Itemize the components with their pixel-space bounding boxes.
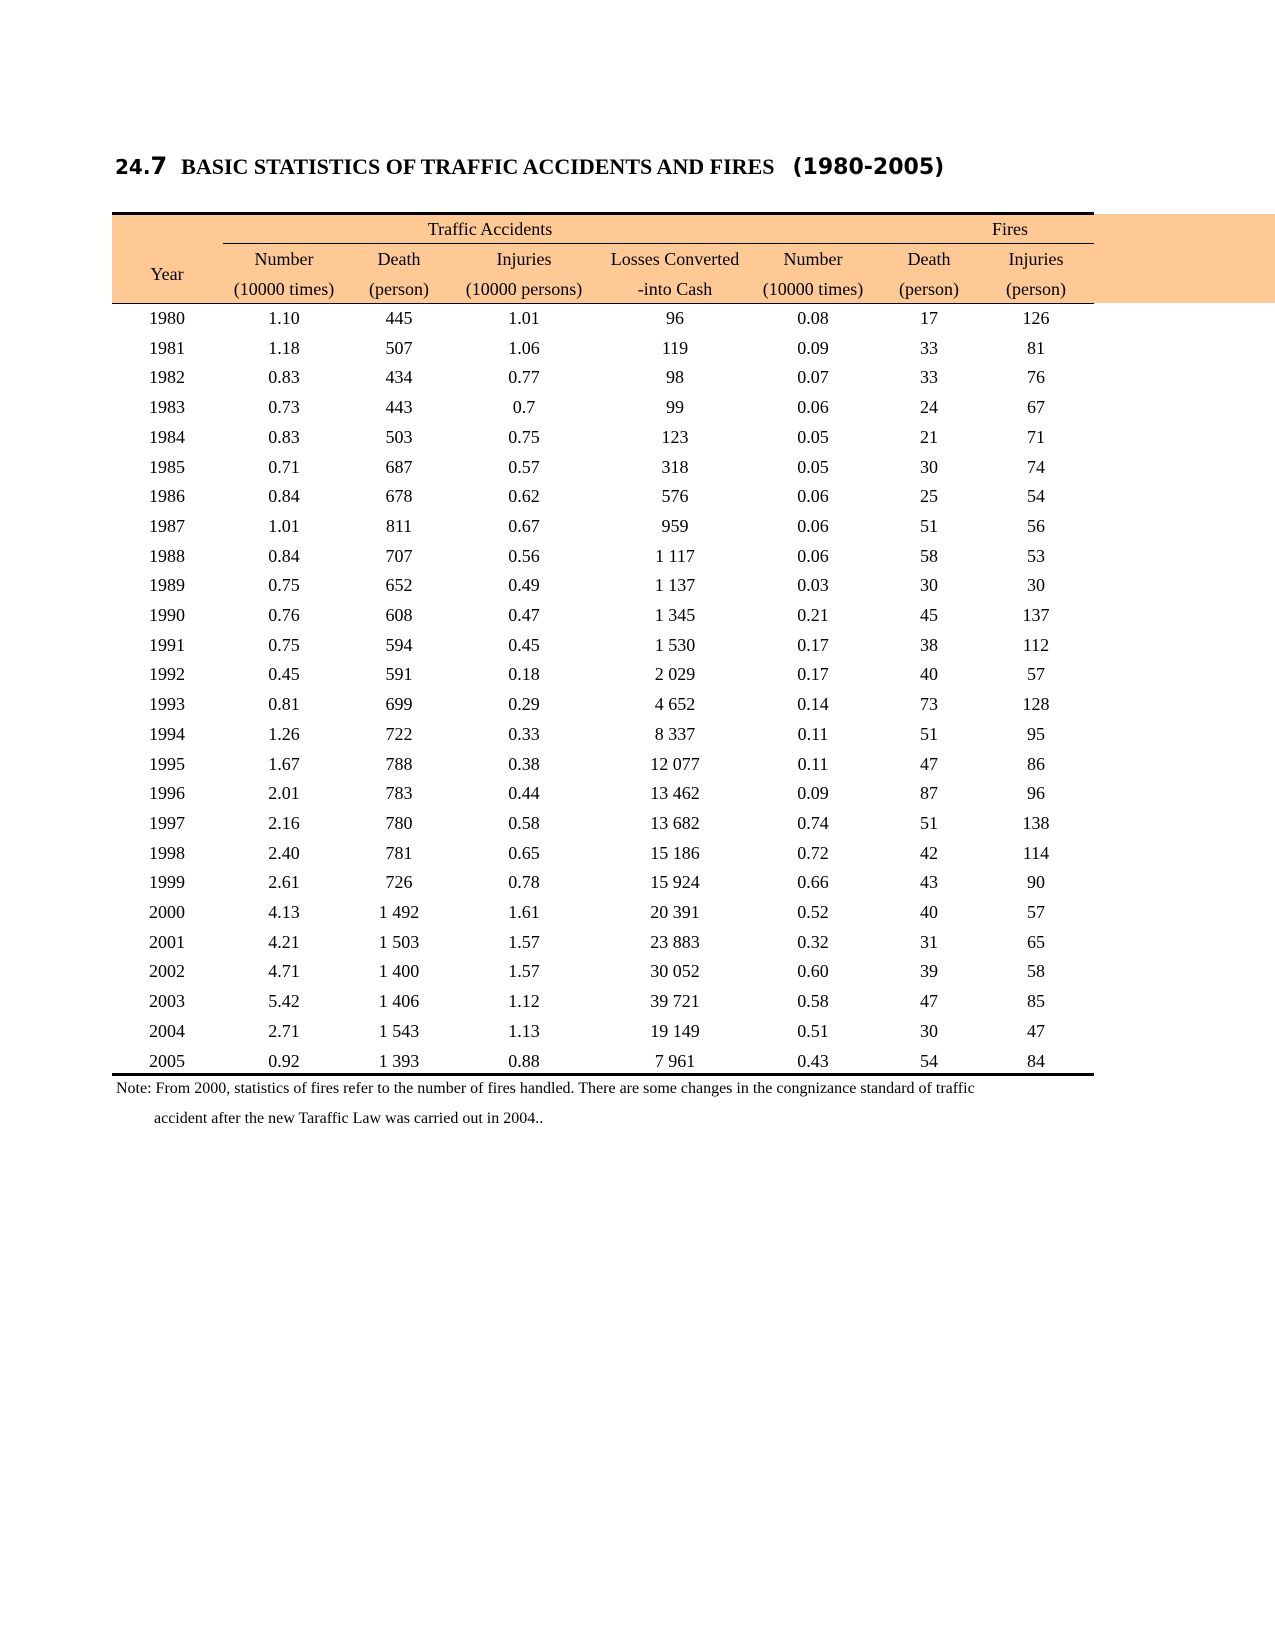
column-header-1-title: Number	[254, 249, 314, 269]
table-cell: 780	[385, 813, 413, 833]
table-cell: 74	[1027, 457, 1045, 477]
table-cell: 1 406	[378, 991, 420, 1011]
table-cell: 0.44	[508, 783, 540, 803]
table-cell: 0.78	[508, 872, 540, 892]
table-cell: 0.58	[797, 991, 829, 1011]
table-cell: 19 149	[650, 1021, 700, 1041]
table-cell: 137	[1022, 605, 1050, 625]
table-cell: 0.71	[268, 457, 300, 477]
table-cell: 0.83	[268, 367, 300, 387]
table-cell: 2 029	[654, 664, 696, 684]
table-cell: 0.52	[797, 902, 829, 922]
table-cell: 576	[661, 486, 689, 506]
table-top-rule	[112, 212, 1094, 215]
table-cell: 0.81	[268, 694, 300, 714]
table-cell: 87	[920, 783, 938, 803]
table-cell: 0.76	[268, 605, 300, 625]
table-cell: 54	[920, 1051, 938, 1071]
table-cell: 0.62	[508, 486, 540, 506]
row-year-cell: 1984	[149, 427, 185, 447]
row-year-cell: 2002	[149, 961, 185, 981]
table-cell: 2.61	[268, 872, 300, 892]
column-header-6-unit: (person)	[899, 279, 959, 299]
table-cell: 126	[1022, 308, 1050, 328]
table-cell: 51	[920, 516, 938, 536]
table-cell: 23 883	[650, 932, 700, 952]
table-cell: 1.01	[508, 308, 540, 328]
table-cell: 4.13	[268, 902, 300, 922]
table-cell: 781	[385, 843, 413, 863]
table-cell: 33	[920, 338, 938, 358]
table-cell: 58	[920, 546, 938, 566]
table-cell: 53	[1027, 546, 1045, 566]
table-cell: 0.92	[268, 1051, 300, 1071]
table-cell: 20 391	[650, 902, 700, 922]
table-cell: 0.33	[508, 724, 540, 744]
table-cell: 58	[1027, 961, 1045, 981]
row-year-cell: 1993	[149, 694, 185, 714]
table-cell: 434	[385, 367, 413, 387]
table-cell: 0.08	[797, 308, 829, 328]
row-year-cell: 2003	[149, 991, 185, 1011]
table-number	[115, 152, 168, 180]
table-cell: 0.14	[797, 694, 829, 714]
table-cell: 13 462	[650, 783, 700, 803]
table-cell: 51	[920, 813, 938, 833]
group-label-fires: Fires	[992, 219, 1028, 239]
table-cell: 71	[1027, 427, 1045, 447]
table-cell: 30	[920, 575, 938, 595]
row-year-cell: 1998	[149, 843, 185, 863]
table-cell: 4.71	[268, 961, 300, 981]
table-cell: 1 345	[654, 605, 696, 625]
row-year-cell: 1994	[149, 724, 185, 744]
table-cell: 51	[920, 724, 938, 744]
table-cell: 5.42	[268, 991, 300, 1011]
table-cell: 4 652	[654, 694, 696, 714]
table-cell: 0.84	[268, 486, 300, 506]
table-cell: 0.83	[268, 427, 300, 447]
table-cell: 39 721	[650, 991, 700, 1011]
table-cell: 0.77	[508, 367, 540, 387]
table-cell: 0.18	[508, 664, 540, 684]
table-cell: 0.74	[797, 813, 829, 833]
column-header-5-unit: (10000 times)	[762, 279, 864, 299]
table-cell: 0.56	[508, 546, 540, 566]
table-cell: 1 137	[654, 575, 696, 595]
table-cell: 15 186	[650, 843, 700, 863]
table-cell: 1.13	[508, 1021, 540, 1041]
table-number-suffix: 7	[150, 152, 168, 180]
table-cell: 1 400	[378, 961, 420, 981]
table-cell: 2.71	[268, 1021, 300, 1041]
table-cell: 0.11	[797, 724, 829, 744]
table-cell: 1.26	[268, 724, 300, 744]
table-cell: 43	[920, 872, 938, 892]
row-year-cell: 1985	[149, 457, 185, 477]
table-cell: 0.05	[797, 427, 829, 447]
column-header-3-title: Injuries	[496, 249, 552, 269]
table-cell: 788	[385, 754, 413, 774]
row-year-cell: 1990	[149, 605, 185, 625]
table-cell: 24	[920, 397, 938, 417]
column-header-2-title: Death	[377, 249, 421, 269]
table-cell: 40	[920, 902, 938, 922]
table-cell: 0.43	[797, 1051, 829, 1071]
table-cell: 0.45	[268, 664, 300, 684]
row-year-cell: 1983	[149, 397, 185, 417]
table-cell: 119	[661, 338, 689, 358]
table-cell: 81	[1027, 338, 1045, 358]
row-year-cell: 1987	[149, 516, 185, 536]
table-cell: 0.17	[797, 635, 829, 655]
table-cell: 0.75	[508, 427, 540, 447]
table-cell: 0.21	[797, 605, 829, 625]
table-cell: 138	[1022, 813, 1050, 833]
table-cell: 33	[920, 367, 938, 387]
column-header-year: Year	[150, 264, 184, 284]
title-years: (1980-2005)	[792, 155, 945, 180]
table-cell: 0.47	[508, 605, 540, 625]
table-cell: 57	[1027, 902, 1045, 922]
column-header-7-title: Injuries	[1008, 249, 1064, 269]
column-header-1-unit: (10000 times)	[233, 279, 335, 299]
table-cell: 1.06	[508, 338, 540, 358]
table-cell: 0.17	[797, 664, 829, 684]
column-header-4-unit: -into Cash	[637, 279, 713, 299]
table-cell: 2.01	[268, 783, 300, 803]
table-cell: 591	[385, 664, 413, 684]
table-cell: 7 961	[654, 1051, 696, 1071]
table-cell: 65	[1027, 932, 1045, 952]
table-cell: 1.67	[268, 754, 300, 774]
table-cell: 114	[1022, 843, 1050, 863]
table-cell: 1.12	[508, 991, 540, 1011]
table-cell: 67	[1027, 397, 1045, 417]
table-cell: 445	[385, 308, 413, 328]
table-cell: 30 052	[650, 961, 700, 981]
table-cell: 56	[1027, 516, 1045, 536]
table-note-line-1: Note: From 2000, statistics of fires refer to the number of fires handled. There are some changes in the congnizance standard of traffic	[116, 1080, 975, 1097]
table-cell: 503	[385, 427, 413, 447]
table-cell: 608	[385, 605, 413, 625]
table-cell: 96	[666, 308, 684, 328]
table-cell: 39	[920, 961, 938, 981]
table-cell: 0.03	[797, 575, 829, 595]
row-year-cell: 1999	[149, 872, 185, 892]
table-cell: 0.06	[797, 546, 829, 566]
table-cell: 0.45	[508, 635, 540, 655]
row-year-cell: 1992	[149, 664, 185, 684]
table-cell: 17	[920, 308, 938, 328]
column-header-5-title: Number	[783, 249, 843, 269]
title-text: BASIC STATISTICS OF TRAFFIC ACCIDENTS AND FIRES	[181, 154, 775, 179]
table-cell: 99	[666, 397, 684, 417]
row-year-cell: 2001	[149, 932, 185, 952]
table-cell: 21	[920, 427, 938, 447]
table-cell: 0.29	[508, 694, 540, 714]
table-cell: 1.10	[268, 308, 300, 328]
row-year-cell: 1986	[149, 486, 185, 506]
row-year-cell: 1991	[149, 635, 185, 655]
table-cell: 0.09	[797, 338, 829, 358]
row-year-cell: 1981	[149, 338, 185, 358]
row-year-cell: 2000	[149, 902, 185, 922]
table-cell: 2.16	[268, 813, 300, 833]
table-cell: 783	[385, 783, 413, 803]
table-cell: 0.09	[797, 783, 829, 803]
table-cell: 30	[920, 1021, 938, 1041]
column-header-4-title: Losses Converted	[610, 249, 740, 269]
row-year-cell: 1995	[149, 754, 185, 774]
table-cell: 4.21	[268, 932, 300, 952]
column-header-7-unit: (person)	[1006, 279, 1066, 299]
table-cell: 707	[385, 546, 413, 566]
table-cell: 0.05	[797, 457, 829, 477]
table-cell: 90	[1027, 872, 1045, 892]
table-cell: 47	[1027, 1021, 1045, 1041]
table-cell: 0.06	[797, 516, 829, 536]
row-year-cell: 1989	[149, 575, 185, 595]
table-cell: 0.57	[508, 457, 540, 477]
table-cell: 85	[1027, 991, 1045, 1011]
table-cell: 1 503	[378, 932, 420, 952]
table-cell: 86	[1027, 754, 1045, 774]
table-cell: 1.01	[268, 516, 300, 536]
table-cell: 0.32	[797, 932, 829, 952]
table-cell: 1.18	[268, 338, 300, 358]
table-cell: 95	[1027, 724, 1045, 744]
table-cell: 811	[385, 516, 413, 536]
table-cell: 96	[1027, 783, 1045, 803]
table-cell: 54	[1027, 486, 1045, 506]
table-cell: 699	[385, 694, 413, 714]
table-cell: 112	[1022, 635, 1050, 655]
table-cell: 0.11	[797, 754, 829, 774]
table-cell: 31	[920, 932, 938, 952]
table-cell: 15 924	[650, 872, 700, 892]
table-cell: 13 682	[650, 813, 700, 833]
table-cell: 1 530	[654, 635, 696, 655]
table-cell: 84	[1027, 1051, 1045, 1071]
table-cell: 30	[1027, 575, 1045, 595]
group-label-traffic-accidents: Traffic Accidents	[427, 219, 553, 239]
table-cell: 0.73	[268, 397, 300, 417]
table-cell: 0.38	[508, 754, 540, 774]
table-cell: 1.57	[508, 932, 540, 952]
table-cell: 0.49	[508, 575, 540, 595]
table-cell: 678	[385, 486, 413, 506]
table-cell: 45	[920, 605, 938, 625]
table-cell: 318	[661, 457, 689, 477]
table-cell: 0.07	[797, 367, 829, 387]
table-cell: 0.72	[797, 843, 829, 863]
table-cell: 76	[1027, 367, 1045, 387]
table-cell: 1 492	[378, 902, 420, 922]
table-cell: 0.51	[797, 1021, 829, 1041]
table-cell: 0.58	[508, 813, 540, 833]
table-cell: 47	[920, 754, 938, 774]
table-cell: 652	[385, 575, 413, 595]
table-cell: 722	[385, 724, 413, 744]
table-cell: 98	[666, 367, 684, 387]
column-header-2-unit: (person)	[369, 279, 429, 299]
table-cell: 0.65	[508, 843, 540, 863]
table-cell: 73	[920, 694, 938, 714]
table-cell: 42	[920, 843, 938, 863]
table-cell: 594	[385, 635, 413, 655]
column-header-3-unit: (10000 persons)	[465, 279, 583, 299]
table-cell: 0.84	[268, 546, 300, 566]
column-header-6-title: Death	[907, 249, 951, 269]
row-year-cell: 1988	[149, 546, 185, 566]
table-cell: 0.67	[508, 516, 540, 536]
row-year-cell: 1980	[149, 308, 185, 328]
row-year-cell: 1997	[149, 813, 185, 833]
table-cell: 959	[661, 516, 689, 536]
table-title	[115, 151, 944, 181]
table-cell: 30	[920, 457, 938, 477]
table-cell: 1.61	[508, 902, 540, 922]
table-cell: 57	[1027, 664, 1045, 684]
table-cell: 0.88	[508, 1051, 540, 1071]
table-cell: 443	[385, 397, 413, 417]
table-cell: 687	[385, 457, 413, 477]
table-cell: 123	[661, 427, 689, 447]
table-number-prefix: 24.	[115, 155, 151, 179]
table-cell: 0.06	[797, 486, 829, 506]
table-cell: 1.57	[508, 961, 540, 981]
row-year-cell: 1996	[149, 783, 185, 803]
table-cell: 1 393	[378, 1051, 420, 1071]
row-year-cell: 1982	[149, 367, 185, 387]
table-cell: 1 117	[655, 546, 695, 566]
table-cell: 0.7	[512, 397, 536, 417]
table-cell: 1 543	[378, 1021, 420, 1041]
table-cell: 47	[920, 991, 938, 1011]
table-cell: 0.66	[797, 872, 829, 892]
table-cell: 2.40	[268, 843, 300, 863]
row-year-cell: 2005	[149, 1051, 185, 1071]
table-cell: 8 337	[654, 724, 696, 744]
table-cell: 12 077	[650, 754, 700, 774]
table-cell: 507	[385, 338, 413, 358]
table-cell: 0.06	[797, 397, 829, 417]
table-cell: 0.75	[268, 635, 300, 655]
table-cell: 40	[920, 664, 938, 684]
table-cell: 726	[385, 872, 413, 892]
table-cell: 128	[1022, 694, 1050, 714]
table-cell: 38	[920, 635, 938, 655]
table-cell: 0.60	[797, 961, 829, 981]
row-year-cell: 2004	[149, 1021, 185, 1041]
table-cell: 25	[920, 486, 938, 506]
table-note-line-2: accident after the new Taraffic Law was carried out in 2004..	[154, 1110, 544, 1127]
table-cell: 0.75	[268, 575, 300, 595]
